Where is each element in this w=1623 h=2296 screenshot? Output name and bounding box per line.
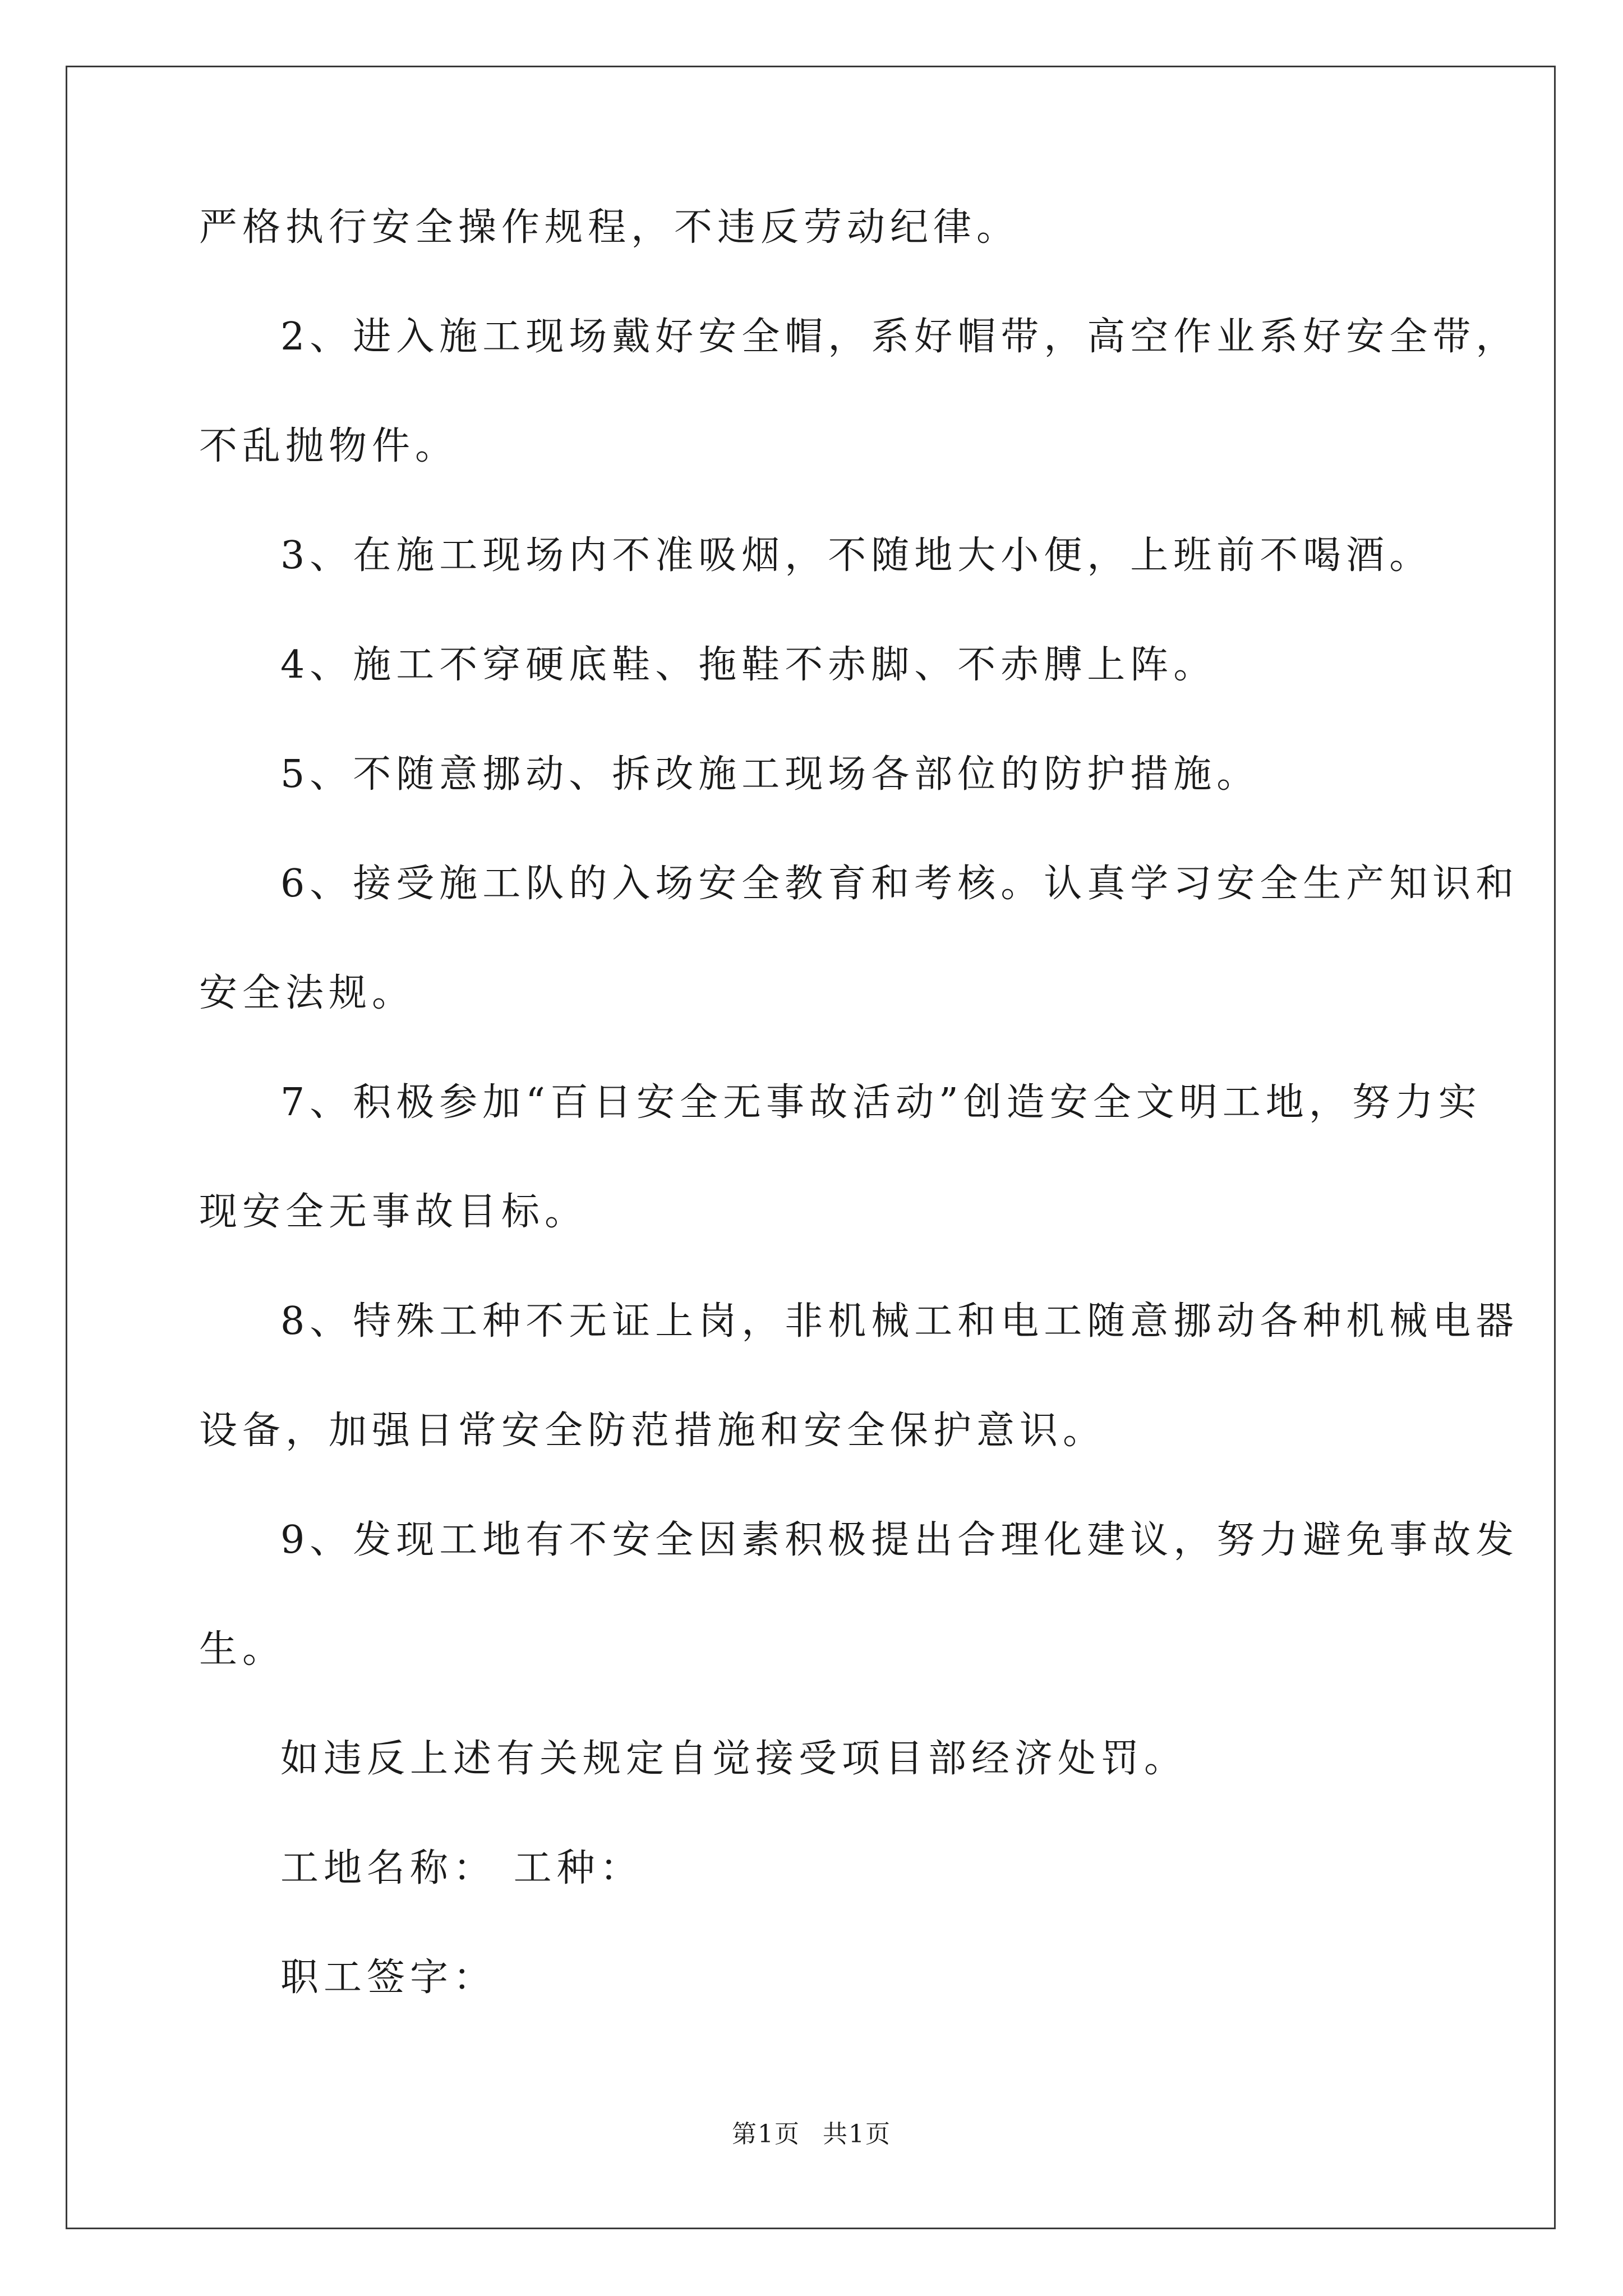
page-border bbox=[66, 66, 1556, 2229]
text-line: 严格执行安全操作规程，不违反劳动纪律。 bbox=[199, 205, 1020, 250]
text-line: 5、不随意挪动、拆改施工现场各部位的防护措施。 bbox=[280, 752, 1260, 797]
text-line: 4、施工不穿硬底鞋、拖鞋不赤脚、不赤膊上阵。 bbox=[280, 643, 1217, 687]
text-line: 设备，加强日常安全防范措施和安全保护意识。 bbox=[199, 1409, 1106, 1453]
text-line: 2、进入施工现场戴好安全帽，系好帽带，高空作业系好安全带， bbox=[280, 315, 1519, 359]
text-line: 安全法规。 bbox=[199, 971, 416, 1015]
text-line: 9、发现工地有不安全因素积极提出合理化建议，努力避免事故发 bbox=[280, 1518, 1519, 1562]
text-line: 不乱抛物件。 bbox=[199, 424, 459, 468]
page-number-total: 共1页 bbox=[823, 2120, 891, 2148]
site-name-field-label: 工地名称： 工种： bbox=[280, 1846, 643, 1890]
text-line: 3、在施工现场内不准吸烟，不随地大小便，上班前不喝酒。 bbox=[280, 533, 1433, 578]
text-line: 现安全无事故目标。 bbox=[199, 1190, 588, 1234]
text-line: 7、积极参加“百日安全无事故活动”创造安全文明工地，努力实 bbox=[280, 1080, 1482, 1125]
text-line: 8、特殊工种不无证上岗，非机械工和电工随意挪动各种机械电器 bbox=[280, 1299, 1519, 1343]
text-line: 生。 bbox=[199, 1627, 286, 1672]
page-footer bbox=[0, 2118, 1623, 2151]
text-line: 如违反上述有关规定自觉接受项目部经济处罚。 bbox=[280, 1737, 1188, 1781]
page-number-current: 第1页 bbox=[732, 2120, 800, 2148]
signature-field-label: 职工签字： bbox=[280, 1955, 497, 2000]
text-line: 6、接受施工队的入场安全教育和考核。认真学习安全生产知识和 bbox=[280, 862, 1519, 906]
